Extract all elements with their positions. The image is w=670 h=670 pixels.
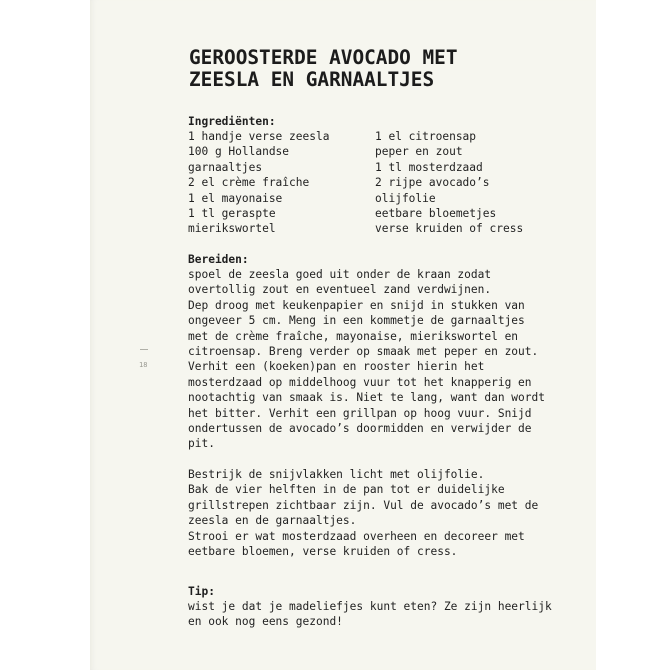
ingredient-item: 1 handje verse zeesla (188, 130, 330, 143)
tip-heading: Tip: (188, 585, 215, 598)
tip-line: wist je dat je madeliefjes kunt eten? Ze zijn heerlijk (188, 600, 552, 613)
method-line: zeesla en de garnaaltjes. (188, 514, 357, 528)
ingredient-item: verse kruiden of cress (375, 222, 524, 236)
method-line: eetbare bloemen, verse kruiden of cress. (188, 545, 458, 559)
ingredient-item: 1 tl mosterdzaad (375, 160, 483, 174)
method-line: Bestrijk de snijvlakken licht met olijfolie. (188, 468, 485, 482)
ingredients-list-right (375, 129, 523, 237)
ingredient-item: garnaaltjes (188, 160, 263, 174)
method-line: Dep droog met keukenpapier en snijd in stukken van (188, 298, 525, 312)
ingredient-item: 100 g Hollandse (188, 145, 290, 159)
ingredients-heading: Ingrediënten: (188, 115, 276, 128)
page-number: 18 (139, 361, 148, 369)
recipe-title-line: ZEESLA EN GARNAALTJES (189, 68, 435, 91)
method-line: pit. (188, 437, 215, 451)
recipe-title (189, 47, 458, 91)
method-line: Verhit een (koeken)pan en rooster hierin het (188, 360, 485, 374)
method-line: nootachtig van smaak is. Niet te lang, want dan wordt (188, 391, 545, 405)
ingredient-item: 1 el citroensap (375, 130, 477, 143)
tip-line: en ook nog eens gezond! (188, 615, 343, 629)
ingredients-list-left (188, 129, 329, 237)
method-heading: Bereiden: (188, 253, 249, 266)
method-text (188, 267, 545, 559)
method-line: het bitter. Verhit een grillpan op hoog vuur. Snijd (188, 406, 532, 420)
ingredient-item: peper en zout (375, 145, 463, 159)
method-line: ongeveer 5 cm. Meng in een kommetje de garnaaltjes (188, 314, 525, 328)
method-line: Bak de vier helften in de pan tot er duidelijke (188, 483, 505, 497)
method-line: Strooi er wat mosterdzaad overheen en decoreer met (188, 529, 525, 543)
method-line: grillstrepen zichtbaar zijn. Vul de avocado’s met de (188, 498, 539, 512)
tip-text (188, 599, 552, 630)
method-line: mosterdzaad op middelhoog vuur tot het knapperig en (188, 375, 532, 389)
ingredient-item: 1 tl geraspte (188, 206, 276, 220)
ingredient-item: 2 rijpe avocado’s (375, 176, 490, 190)
method-line: overtollig zout en eventueel zand verdwijnen. (188, 283, 492, 297)
ingredient-item: eetbare bloemetjes (375, 206, 497, 220)
ingredient-item: 1 el mayonaise (188, 191, 283, 205)
method-line: met de crème fraîche, mayonaise, mierikswortel en (188, 329, 519, 343)
method-line: ondertussen de avocado’s doormidden en verwijder de (188, 421, 532, 435)
method-line: citroensap. Breng verder op smaak met peper en zout. (188, 344, 539, 358)
ingredient-item: mierikswortel (188, 222, 276, 236)
ingredient-item: 2 el crème fraîche (188, 176, 310, 190)
paragraph-gap (188, 452, 545, 467)
method-line: spoel de zeesla goed uit onder de kraan zodat (188, 268, 492, 281)
ingredient-item: olijfolie (375, 191, 436, 205)
page-number-rule (140, 349, 148, 350)
recipe-title-line: GEROOSTERDE AVOCADO MET (189, 46, 458, 69)
